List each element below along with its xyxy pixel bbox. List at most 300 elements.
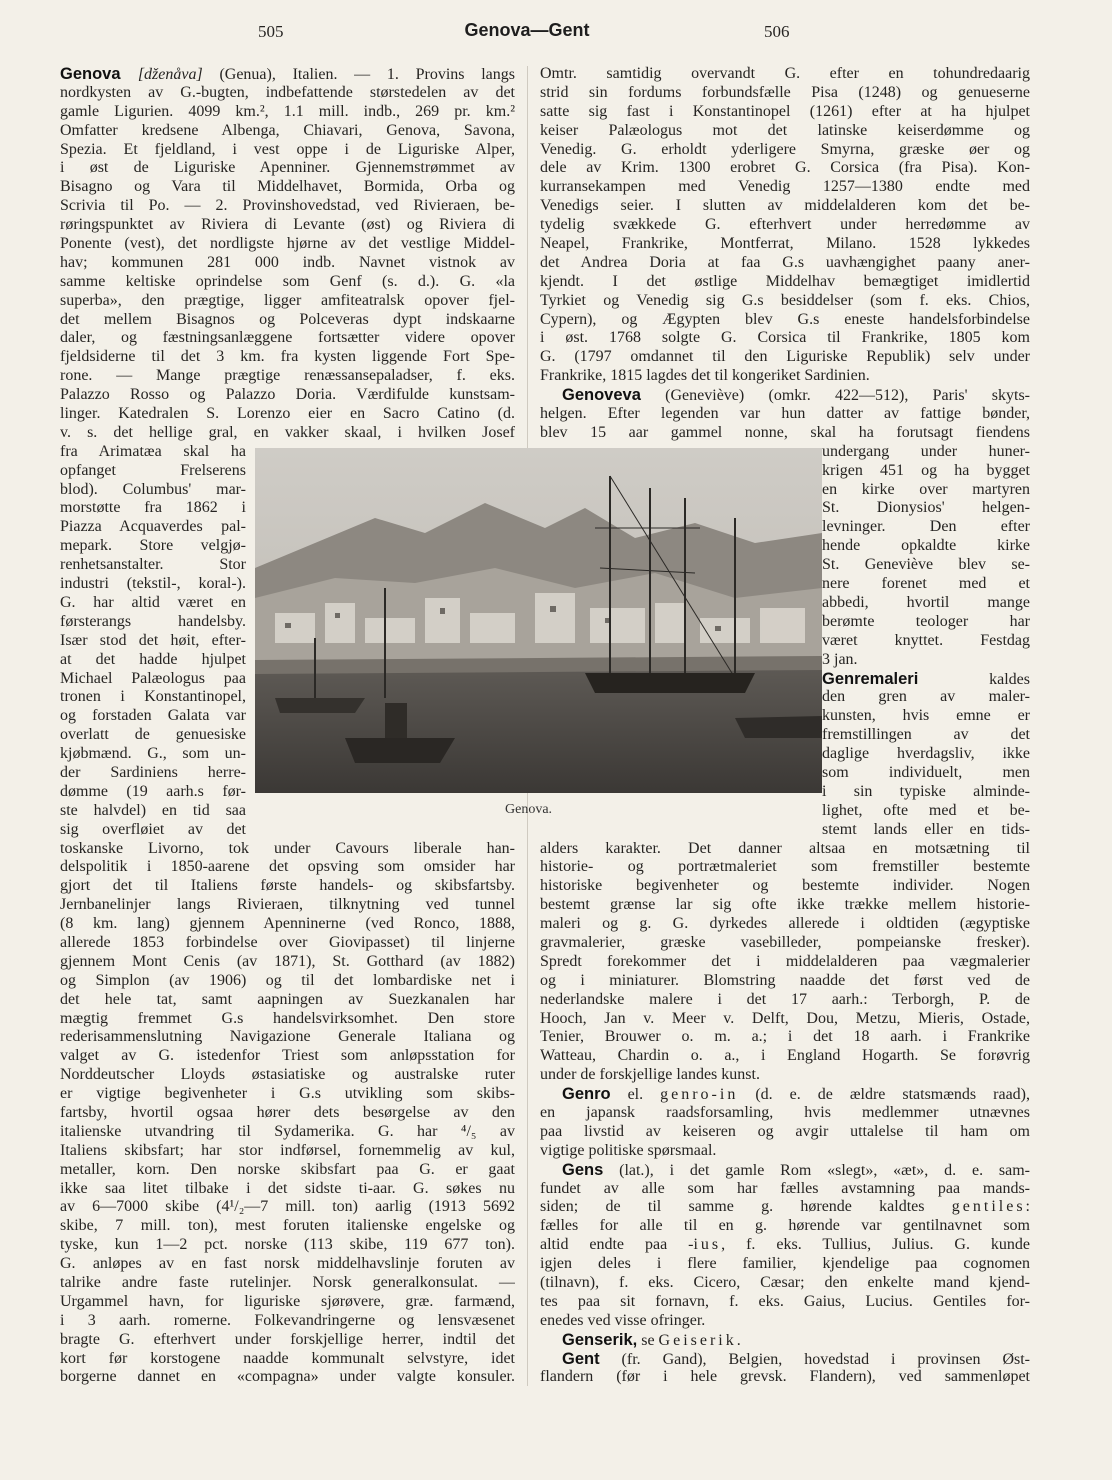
text-line bbox=[540, 1123, 1030, 1142]
text-run: industri (tekstil-, koral-). bbox=[60, 575, 246, 593]
text-run: morstøtte fra 1862 i bbox=[60, 499, 246, 517]
text-run: St. Geneviève blev se- bbox=[822, 556, 1030, 574]
text-run: Neapel, Frankrike, Montferrat, Milano. 1528 lykkedes bbox=[540, 235, 1030, 253]
text-line bbox=[540, 1104, 1030, 1123]
text-run: St. Dionysios' helgen- bbox=[822, 499, 1030, 517]
text-run: Piazza Acquaverdes pal- bbox=[60, 518, 246, 536]
text-run: Frankrike, 1815 lagdes det til kongeriket Sardinien. bbox=[540, 367, 870, 385]
text-run: . bbox=[736, 1331, 741, 1349]
text-line bbox=[60, 292, 515, 311]
text-run: hav; kommunen 281 000 indb. Navnet vistnok av bbox=[60, 253, 515, 271]
text-run: ste halvdel) en tid saa bbox=[60, 801, 246, 819]
text-run: det Andrea Doria at faa G.s uavhængighet paany aner- bbox=[540, 253, 1030, 271]
text-run: fra Arimatæa skal ha bbox=[60, 442, 246, 460]
text-line bbox=[540, 896, 1030, 915]
text-line bbox=[60, 84, 515, 103]
text-run: flandern (før i hele grevsk. Flandern), ved sammenløpet bbox=[540, 1368, 1030, 1386]
text-line bbox=[60, 1028, 515, 1047]
text-run: : bbox=[1025, 1198, 1030, 1216]
text-line bbox=[60, 499, 246, 518]
headword: Genremaleri bbox=[822, 669, 919, 688]
text-line bbox=[60, 1142, 515, 1161]
text-line bbox=[540, 103, 1030, 122]
text-run: sig overfløiet av det bbox=[60, 820, 246, 838]
text-run: fremstillingen av det bbox=[822, 726, 1030, 744]
text-line bbox=[60, 575, 246, 594]
text-run: Michael Palæologus paa bbox=[60, 669, 246, 687]
text-line bbox=[822, 518, 1030, 537]
text-run: den gren av maler- bbox=[822, 688, 1030, 706]
text-run: Spredt forekommer det i middelalderen paa vægmalerier bbox=[540, 952, 1030, 970]
text-line bbox=[60, 518, 246, 537]
text-line bbox=[540, 1331, 1030, 1350]
text-run: Tyrkiet og Venedig sig G.s besiddelser (som f. eks. Chios, bbox=[540, 291, 1030, 309]
text-line bbox=[822, 802, 1030, 821]
text-line bbox=[822, 575, 1030, 594]
text-line bbox=[60, 707, 246, 726]
text-line bbox=[60, 915, 515, 934]
text-line bbox=[540, 1066, 1030, 1085]
text-line bbox=[60, 178, 515, 197]
text-line bbox=[540, 273, 1030, 292]
text-run: der Sardiniens herre- bbox=[60, 763, 246, 781]
text-run: levninger. Den efter bbox=[822, 518, 1030, 536]
text-run: paa livstid av keiseren og avgir uttalelse til ham om bbox=[540, 1122, 1030, 1140]
text-line bbox=[822, 707, 1030, 726]
headword: Genoveva bbox=[562, 386, 641, 405]
text-run: Cypern), og Ægypten blev G.s eneste handelsforbindelse bbox=[540, 310, 1030, 328]
text-line bbox=[540, 1274, 1030, 1293]
text-run: nordkysten av G.-bugten, indbefattende størstedelen av det bbox=[60, 83, 515, 101]
text-line bbox=[822, 499, 1030, 518]
text-line bbox=[60, 329, 515, 348]
text-line bbox=[540, 1236, 1030, 1255]
text-line bbox=[540, 84, 1030, 103]
text-line bbox=[60, 556, 246, 575]
text-run: mepark. Store velgjø- bbox=[60, 537, 246, 555]
text-run: Ponente (vest), det nordligste hjørne av det vestlige Middel- bbox=[60, 235, 515, 253]
text-line bbox=[540, 991, 1030, 1010]
text-run: (lat.), i det gamle Rom «slegt», «æt», d. e. sam- bbox=[603, 1161, 1030, 1179]
text-line bbox=[60, 386, 515, 405]
text-run: bragte G. efterhvert under forskjellige herrer, indtil det bbox=[60, 1330, 515, 1348]
text-line bbox=[540, 141, 1030, 160]
text-line bbox=[822, 462, 1030, 481]
text-run: været knyttet. Festdag bbox=[822, 631, 1030, 649]
text-line bbox=[822, 783, 1030, 802]
text-line bbox=[60, 896, 515, 915]
text-line bbox=[822, 632, 1030, 651]
spaced-term: ius bbox=[693, 1236, 722, 1254]
text-run: Hooch, Jan v. Meer v. Delft, Dou, Metzu, Mieris, Ostade, bbox=[540, 1009, 1030, 1027]
text-run: i øst. 1768 solgte G. Corsica til Frankrike, 1805 kom bbox=[540, 329, 1030, 347]
text-line bbox=[60, 1293, 515, 1312]
text-line bbox=[540, 953, 1030, 972]
text-run: ikke saa litet tilbake i det sidste ti-aar. G. søkes nu bbox=[60, 1179, 515, 1197]
text-run: metaller, korn. Den norske skibsfart paa G. er gaat bbox=[60, 1160, 515, 1178]
text-run: Palazzo Rosso og Palazzo Doria. Værdifulde kunstsam- bbox=[60, 386, 515, 404]
text-line bbox=[60, 840, 515, 859]
text-run: talrike andre faste rutelinjer. Norsk generalkonsulat. — bbox=[60, 1274, 515, 1291]
text-line bbox=[60, 651, 246, 670]
text-run: 3 jan. bbox=[822, 650, 858, 668]
headword: Genserik, bbox=[562, 1330, 638, 1349]
text-run: gjennem Mont Cenis (av 1871), St. Gotthard (av 1882) bbox=[60, 952, 515, 970]
text-line bbox=[60, 858, 515, 877]
text-run: kort før korstogene naadde kommunalt selvstyre, idet bbox=[60, 1349, 515, 1367]
text-line bbox=[540, 235, 1030, 254]
text-line bbox=[60, 953, 515, 972]
text-line bbox=[822, 443, 1030, 462]
figure-caption: Genova. bbox=[505, 802, 553, 817]
text-line bbox=[540, 159, 1030, 178]
text-line bbox=[822, 613, 1030, 632]
text-line bbox=[540, 197, 1030, 216]
text-run: Tenier, Brouwer o. m. a.; i det 18 aarh. i Frankrike bbox=[540, 1028, 1030, 1046]
text-run: berømte teologer har bbox=[822, 612, 1030, 630]
text-line bbox=[540, 1142, 1030, 1161]
text-run: altid endte paa - bbox=[540, 1236, 694, 1254]
text-run: strid sin fordums forbundsfælle Pisa (1248) og genueserne bbox=[540, 83, 1030, 101]
text-run: enedes ved visse ofringer. bbox=[540, 1311, 706, 1329]
text-run: tyske, kun 1—2 pct. norske (113 skibe, 119 677 ton). bbox=[60, 1236, 515, 1254]
text-run: Venedigs seier. I slutten av middelalderen kom det be- bbox=[540, 197, 1030, 215]
text-run: allerede 1853 forbindelse over Giovipasset) til linjerne bbox=[60, 933, 515, 951]
spaced-term: Geiserik bbox=[658, 1331, 737, 1349]
text-run: vigtige politiske spørsmaal. bbox=[540, 1141, 717, 1159]
text-line bbox=[60, 1010, 515, 1029]
text-line bbox=[60, 141, 515, 160]
left-column-wrap-text bbox=[60, 443, 246, 840]
text-line bbox=[540, 292, 1030, 311]
text-run: som individuelt, men bbox=[822, 763, 1030, 781]
text-line bbox=[60, 670, 246, 689]
text-line bbox=[60, 1331, 515, 1350]
text-run: Norddeutscher Lloyds østasiatiske og australske ruter bbox=[60, 1066, 515, 1084]
text-line bbox=[540, 1217, 1030, 1236]
genova-harbor-photo bbox=[255, 448, 822, 793]
spaced-term: genro-in bbox=[660, 1086, 739, 1104]
text-run: fjeldsiderne til det 3 km. fra kysten liggende Fort Spe- bbox=[60, 348, 515, 366]
text-run: lighet, ofte med et be- bbox=[822, 801, 1030, 819]
text-run: mægtig fremmet G.s handelsvirksomhet. Den store bbox=[60, 1009, 515, 1027]
text-run: delspolitik i 1850-aarene det opsving som omsider har bbox=[60, 858, 515, 876]
text-run: fælles for alle til en g. hørende var gentilnavnet som bbox=[540, 1217, 1030, 1235]
text-run: maleri og g. G. dyrkedes allerede i oldtiden (ægyptiske bbox=[540, 915, 1030, 933]
text-run: (fr. Gand), Belgien, hovedstad i provinsen Øst- bbox=[599, 1350, 1030, 1368]
text-run: Omfatter kredsene Albenga, Chiavari, Genova, Savona, bbox=[60, 121, 515, 139]
text-run: Venedig. G. erholdt yderligere Smyrna, græske øer og bbox=[540, 140, 1030, 158]
text-run: kunsten, hvis emne er bbox=[822, 707, 1030, 725]
text-run: og i miniaturer. Blomstring naadde det først ved de bbox=[540, 971, 1030, 989]
text-line bbox=[60, 1180, 515, 1199]
text-run: abbedi, hvortil mange bbox=[822, 593, 1030, 611]
text-line bbox=[822, 556, 1030, 575]
text-line bbox=[540, 1047, 1030, 1066]
text-line bbox=[60, 1312, 515, 1331]
text-line bbox=[60, 1350, 515, 1369]
text-run: og forstaden Galata var bbox=[60, 707, 246, 725]
text-line bbox=[60, 462, 246, 481]
text-line bbox=[60, 197, 515, 216]
text-line bbox=[60, 65, 515, 84]
text-run: en kirke over martyren bbox=[822, 480, 1030, 498]
text-run: , f. eks. Tullius, Julius. G. kunde bbox=[721, 1236, 1030, 1254]
text-run: G. har altid været en bbox=[60, 593, 246, 611]
text-line bbox=[540, 1161, 1030, 1180]
text-run: Jernbanelinjer langs Rivieraen, tilknytning ved tunnel bbox=[60, 896, 515, 914]
text-line bbox=[822, 481, 1030, 500]
text-line bbox=[60, 688, 246, 707]
headword: Genro bbox=[562, 1085, 611, 1104]
text-line bbox=[60, 783, 246, 802]
text-run: Omtr. samtidig overvandt G. efter en tohundredaarig bbox=[540, 65, 1030, 82]
text-line bbox=[540, 178, 1030, 197]
text-line bbox=[60, 1161, 515, 1180]
text-line bbox=[540, 1198, 1030, 1217]
text-run: renhetsanstalter. Stor bbox=[60, 556, 246, 574]
text-line bbox=[822, 764, 1030, 783]
text-run: Især stod det høit, efter- bbox=[60, 631, 246, 649]
text-line bbox=[60, 1198, 515, 1217]
text-run: v. s. det hellige gral, en vakker skaal, i hvilken Josef bbox=[60, 423, 515, 441]
text-run: hende opkaldte kirke bbox=[822, 537, 1030, 555]
text-line bbox=[60, 1123, 515, 1142]
text-run: rone. — Mange prægtige renæssansepaladser, f. eks. bbox=[60, 367, 515, 385]
text-line bbox=[60, 254, 515, 273]
text-run: opfanget Frelserens bbox=[60, 461, 246, 479]
text-line bbox=[540, 1368, 1030, 1387]
text-run: alders karakter. Det danner altsaa en motsætning til bbox=[540, 839, 1030, 857]
text-run: dele av Krim. 1300 erobret G. Corsica (fra Pisa). Kon- bbox=[540, 159, 1030, 177]
text-run: i sin typiske alminde- bbox=[822, 782, 1030, 800]
text-run: tydelig svækkede G. efterhvert under herredømme av bbox=[540, 216, 1030, 234]
left-column-top bbox=[60, 65, 515, 443]
text-run: el. bbox=[610, 1086, 661, 1104]
text-run: siden; de til samme g. hørende kaldtes bbox=[540, 1198, 952, 1216]
text-line bbox=[60, 1217, 515, 1236]
text-run: daler, og fæstningsanlæggene fortsætter videre opover bbox=[60, 329, 515, 347]
text-run: kaldes bbox=[918, 670, 1030, 688]
text-line bbox=[60, 1274, 515, 1293]
text-run: Bisagno og Vara til Middelhavet, Bormida, Orba og bbox=[60, 178, 515, 196]
text-line bbox=[540, 858, 1030, 877]
text-line bbox=[540, 424, 1030, 443]
text-line bbox=[60, 348, 515, 367]
text-run: (8 km. lang) gjennem Apenninerne (ved Ronco, 1888, bbox=[60, 915, 515, 933]
text-line bbox=[540, 386, 1030, 405]
text-run: en japansk raadsforsamling, hvis medlemmer utnævnes bbox=[540, 1103, 1030, 1121]
text-run: tes paa sit fornavn, f. eks. Gaius, Lucius. Gentiles for- bbox=[540, 1292, 1030, 1310]
text-run: overlatt de genuesiske bbox=[60, 726, 246, 744]
text-run: daglige hverdagsliv, ikke bbox=[822, 745, 1030, 763]
text-line bbox=[822, 670, 1030, 689]
headword: Gent bbox=[562, 1349, 600, 1368]
text-line bbox=[60, 235, 515, 254]
text-run: blev 15 aar gammel nonne, skal ha forutsagt fiendens bbox=[540, 423, 1030, 441]
text-line bbox=[60, 367, 515, 386]
text-line bbox=[540, 1010, 1030, 1029]
text-line bbox=[540, 915, 1030, 934]
text-run: Spezia. Et fjeldland, i vest oppe i de Liguriske Alper, bbox=[60, 140, 515, 158]
text-run: i 3 aarh. romerne. Folkevandringerne og lensvæsenet bbox=[60, 1311, 515, 1329]
text-run: linger. Katedralen S. Lorenzo eier en Sacro Catino (d. bbox=[60, 405, 515, 423]
text-line bbox=[822, 688, 1030, 707]
running-title: Genova—Gent bbox=[464, 20, 590, 40]
text-run: Urgammel havn, for liguriske sjørøvere, græ. farmænd, bbox=[60, 1292, 515, 1310]
text-run: førsterangs handelsby. bbox=[60, 612, 246, 630]
text-line bbox=[540, 1293, 1030, 1312]
text-line bbox=[60, 877, 515, 896]
text-line bbox=[60, 934, 515, 953]
text-run: tronen i Konstantinopel, bbox=[60, 688, 246, 706]
text-line bbox=[540, 348, 1030, 367]
text-run: røringspunktet av Riviera di Levante (øst) og Riviera di bbox=[60, 216, 515, 234]
right-column-wrap-text bbox=[822, 443, 1030, 840]
text-run: kurransekampen med Venedig 1257—1380 endte med bbox=[540, 178, 1030, 196]
text-line bbox=[822, 594, 1030, 613]
text-run: satte sig fast i Konstantinopel (1261) efter at ha hjulpet bbox=[540, 102, 1030, 120]
text-line bbox=[540, 1085, 1030, 1104]
text-line bbox=[540, 311, 1030, 330]
text-run: nederlandske malere i det 17 aarh.: Terborgh, P. de bbox=[540, 990, 1030, 1008]
text-line bbox=[60, 1104, 515, 1123]
text-run: fartsby, hvortil ogsaa hører dets besørgelse av den bbox=[60, 1103, 515, 1121]
text-run: (d. e. de ældre statsmænds raad), bbox=[738, 1086, 1030, 1104]
headword: Gens bbox=[562, 1160, 604, 1179]
text-run: fundet av alle som har fælles avstamning paa mands- bbox=[540, 1179, 1030, 1197]
text-line bbox=[60, 1368, 515, 1387]
text-run: det hele tat, samt aapningen av Suezkanalen har bbox=[60, 990, 515, 1008]
text-line bbox=[60, 405, 515, 424]
text-line bbox=[60, 537, 246, 556]
text-run: borgerne dannet en «compagna» under valgte konsuler. bbox=[60, 1368, 515, 1386]
text-line bbox=[60, 273, 515, 292]
right-column-bottom bbox=[540, 840, 1030, 1388]
text-run: bestemt grænse lar sig ofte ikke trække mellem historie- bbox=[540, 896, 1030, 914]
text-run: superba», den prægtige, ligger amfiteatralsk opover fjel- bbox=[60, 291, 515, 309]
text-run: det mellem Bisagnos og Polceveras dypt indskaarne bbox=[60, 310, 515, 328]
text-run: av 6—7000 skibe (4¹/₂—7 mill. ton) aarlig (1913 5692 bbox=[60, 1198, 515, 1216]
text-line bbox=[822, 726, 1030, 745]
text-line bbox=[540, 934, 1030, 953]
text-run: (Genua), Italien. — 1. Provins langs bbox=[202, 66, 515, 83]
text-run: italienske utvandring til Sydamerika. G. har ⁴/₅ av bbox=[60, 1122, 515, 1140]
text-line bbox=[540, 877, 1030, 896]
text-line bbox=[540, 405, 1030, 424]
text-line bbox=[540, 840, 1030, 859]
text-run: gravmalerier, græske vasebilleder, pompeianske fresker). bbox=[540, 933, 1030, 951]
text-line bbox=[60, 311, 515, 330]
text-line bbox=[60, 594, 246, 613]
text-run: skibe, 7 mill. ton), mest foruten italienske engelske og bbox=[60, 1217, 515, 1235]
headword: Genova bbox=[60, 65, 138, 83]
text-line bbox=[60, 632, 246, 651]
text-run: undergang under huner- bbox=[822, 442, 1030, 460]
text-run: (tilnavn), f. eks. Cicero, Cæsar; den enkelte mand kjend- bbox=[540, 1274, 1030, 1291]
text-line bbox=[60, 216, 515, 235]
text-line bbox=[60, 122, 515, 141]
text-run: valget av G. istedenfor Triest som anløpsstation for bbox=[60, 1047, 515, 1065]
text-run: samme keltiske oprindelse som Genf (s. d.). G. «la bbox=[60, 272, 515, 290]
text-run: stemt lands eller en tids- bbox=[822, 820, 1030, 838]
text-run: blod). Columbus' mar- bbox=[60, 480, 246, 498]
text-line bbox=[540, 1180, 1030, 1199]
text-line bbox=[60, 1255, 515, 1274]
right-column-top bbox=[540, 65, 1030, 443]
text-line bbox=[60, 103, 515, 122]
text-line bbox=[540, 254, 1030, 273]
text-run: i øst de Liguriske Apenniner. Gjennemstrømmet av bbox=[60, 159, 515, 177]
text-run: under de forskjellige landes kunst. bbox=[540, 1066, 760, 1084]
text-run: er vigtige begivenheter i G.s utvikling som skibs- bbox=[60, 1085, 515, 1103]
text-line bbox=[540, 367, 1030, 386]
text-run: kjøbmænd. G., som un- bbox=[60, 745, 246, 763]
spaced-term: gentiles bbox=[951, 1198, 1026, 1216]
text-line bbox=[822, 821, 1030, 840]
text-line bbox=[540, 216, 1030, 235]
text-line bbox=[540, 972, 1030, 991]
text-line bbox=[60, 613, 246, 632]
text-run: (Geneviève) (omkr. 422—512), Paris' skyts- bbox=[640, 387, 1030, 405]
text-line bbox=[60, 443, 246, 462]
text-run: helgen. Efter legenden var hun datter av fattige bønder, bbox=[540, 405, 1030, 423]
text-run: se bbox=[637, 1331, 659, 1349]
text-run: og Simplon (av 1906) og til det lombardiske net i bbox=[60, 971, 515, 989]
text-run: keiser Palæologus mot det latinske keiserdømme og bbox=[540, 121, 1030, 139]
text-run: G. (1797 omdannet til den Liguriske Republik) selv under bbox=[540, 348, 1030, 366]
text-line bbox=[822, 745, 1030, 764]
text-run: historiske begivenheter og bestemte individer. Nogen bbox=[540, 877, 1030, 895]
text-run: dømme (19 aarh.s før- bbox=[60, 782, 246, 800]
page-number-left: 505 bbox=[258, 22, 284, 41]
text-run: igjen deles i flere familier, kjendelige paa cognomen bbox=[540, 1255, 1030, 1273]
text-line bbox=[60, 481, 246, 500]
text-line bbox=[822, 651, 1030, 670]
text-line bbox=[60, 1047, 515, 1066]
text-run: rederisammenslutning Navigazione Generale Italiana og bbox=[60, 1028, 515, 1046]
text-line bbox=[540, 329, 1030, 348]
text-line bbox=[540, 1255, 1030, 1274]
text-line bbox=[60, 972, 515, 991]
text-line bbox=[60, 1085, 515, 1104]
text-run: toskanske Livorno, tok under Cavours liberale han- bbox=[60, 839, 515, 857]
text-run: Italiens skibsfart; har stor indførsel, fornemmelig av kul, bbox=[60, 1141, 515, 1159]
text-run: gjort det til Italiens første handels- og skibsfartsby. bbox=[60, 877, 515, 895]
text-run: G. anløpes av en fast norsk middelhavslinje foruten av bbox=[60, 1255, 515, 1273]
text-line bbox=[60, 424, 515, 443]
text-run: nere forenet med et bbox=[822, 575, 1030, 593]
text-line bbox=[540, 65, 1030, 84]
text-line bbox=[60, 159, 515, 178]
text-run: at det hadde hjulpet bbox=[60, 650, 246, 668]
page-number-right: 506 bbox=[764, 22, 790, 41]
text-run: historie- og portrætmaleriet som fremstiller bestemte bbox=[540, 858, 1030, 876]
text-run: Watteau, Chardin o. a., i England Hogarth. Se forøvrig bbox=[540, 1047, 1030, 1065]
text-line bbox=[60, 821, 246, 840]
text-run: Scrivia til Po. — 2. Provinshovedstad, ved Rivieraen, be- bbox=[60, 197, 515, 215]
text-line bbox=[60, 745, 246, 764]
left-column-bottom bbox=[60, 840, 515, 1388]
text-line bbox=[822, 537, 1030, 556]
text-line bbox=[60, 764, 246, 783]
text-line bbox=[60, 1066, 515, 1085]
text-run: kjendt. I det østlige Middelhav bemægtiget imidlertid bbox=[540, 272, 1030, 290]
text-line bbox=[540, 122, 1030, 141]
text-run: gamle Ligurien. 4099 km.², 1.1 mill. indb., 269 pr. km.² bbox=[60, 102, 515, 120]
pronunciation: [dženåva] bbox=[137, 66, 203, 83]
text-run: krigen 451 og ha bygget bbox=[822, 461, 1030, 479]
